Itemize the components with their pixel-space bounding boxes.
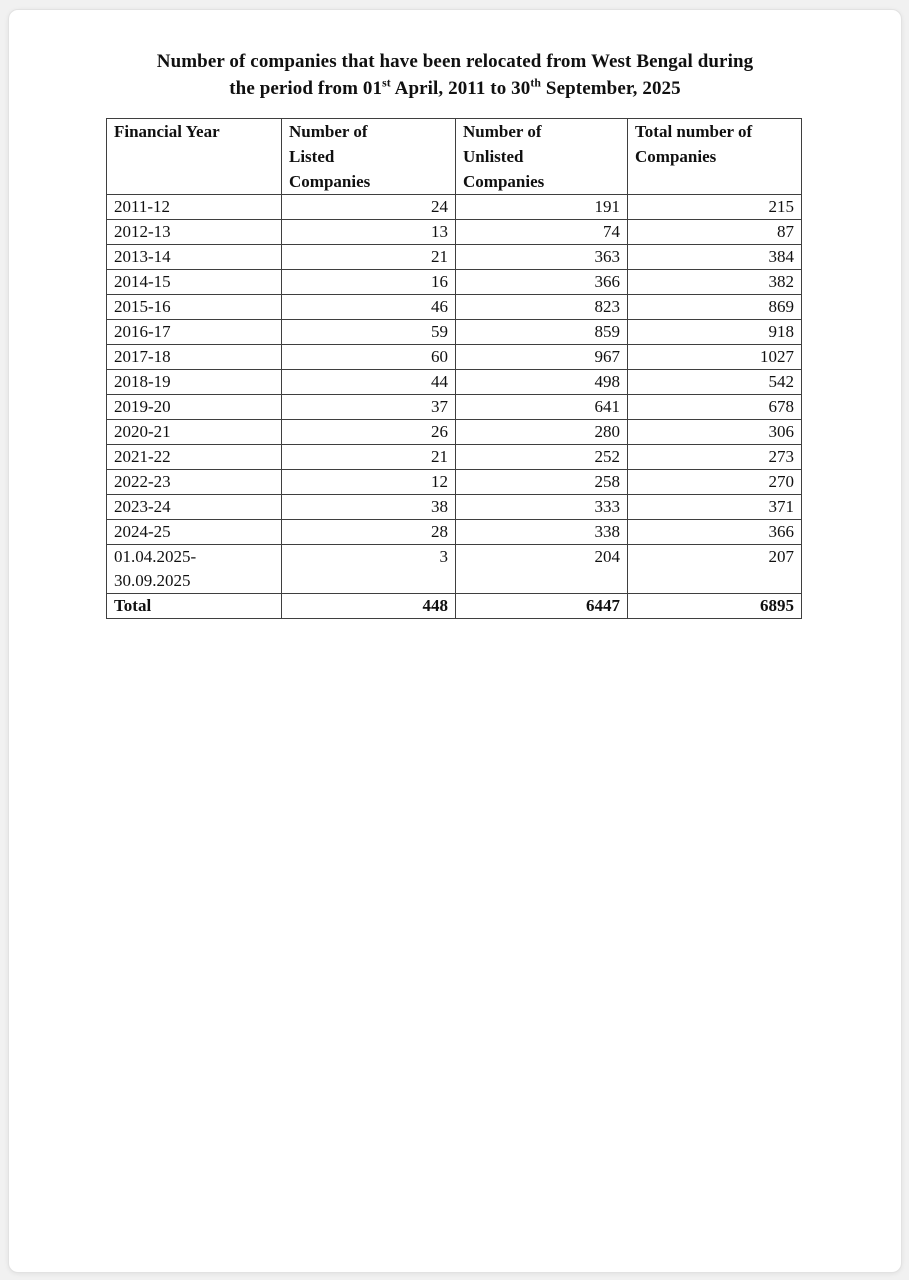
title-line-1: Number of companies that have been relocated from West Bengal during [156, 51, 754, 72]
listed-count-cell: 13 [282, 220, 456, 245]
unlisted-count-cell: 280 [456, 420, 628, 445]
listed-count-cell: 46 [282, 295, 456, 320]
cell-line: 2012-13 [114, 222, 171, 241]
cell-line: 30.09.2025 [114, 571, 191, 590]
total-count-cell: 273 [628, 445, 802, 470]
financial-year-cell [107, 320, 282, 345]
financial-year-cell [107, 295, 282, 320]
cell-line: 2014-15 [114, 272, 171, 291]
total-count-cell: 384 [628, 245, 802, 270]
table-row [107, 270, 802, 295]
listed-count-cell: 37 [282, 395, 456, 420]
total-count-cell: 869 [628, 295, 802, 320]
column-header [107, 119, 282, 195]
cell-line: Companies [635, 147, 717, 166]
total-count-cell: 371 [628, 495, 802, 520]
cell-line: 2015-16 [114, 297, 171, 316]
unlisted-count-cell: 363 [456, 245, 628, 270]
unlisted-count-cell: 258 [456, 470, 628, 495]
ordinal-superscript: th [530, 76, 542, 90]
listed-count-cell: 12 [282, 470, 456, 495]
title-line-2: the period from 01st April, 2011 to 30th September, 2025 [229, 76, 681, 99]
document-page [8, 9, 902, 1273]
cell-line: Companies [289, 172, 371, 191]
unlisted-count-cell: 641 [456, 395, 628, 420]
cell-line: Number of [463, 122, 542, 141]
total-count-cell: 207 [628, 545, 802, 594]
unlisted-count-cell: 366 [456, 270, 628, 295]
companies-table [106, 118, 802, 619]
unlisted-count-cell: 498 [456, 370, 628, 395]
cell-line: 2022-23 [114, 472, 171, 491]
table-row [107, 420, 802, 445]
total-count-cell: 382 [628, 270, 802, 295]
listed-count-cell: 24 [282, 195, 456, 220]
unlisted-count-cell: 252 [456, 445, 628, 470]
listed-count-cell: 26 [282, 420, 456, 445]
cell-line: Companies [463, 172, 545, 191]
financial-year-cell [107, 270, 282, 295]
total-count-cell: 270 [628, 470, 802, 495]
table-row [107, 295, 802, 320]
listed-count-cell: 16 [282, 270, 456, 295]
table-body [107, 195, 802, 619]
total-count-cell: 542 [628, 370, 802, 395]
total-count-cell: 918 [628, 320, 802, 345]
table-row [107, 220, 802, 245]
table-row [107, 245, 802, 270]
listed-count-cell: 3 [282, 545, 456, 594]
cell-line: Financial Year [114, 122, 220, 141]
cell-line: 2023-24 [114, 497, 171, 516]
financial-year-cell [107, 420, 282, 445]
financial-year-cell [107, 220, 282, 245]
cell-line: 2021-22 [114, 447, 171, 466]
table-row [107, 445, 802, 470]
unlisted-count-cell: 967 [456, 345, 628, 370]
financial-year-cell [107, 594, 282, 619]
listed-count-cell: 59 [282, 320, 456, 345]
document-title [9, 48, 901, 102]
cell-line: 2013-14 [114, 247, 171, 266]
table-row [107, 495, 802, 520]
cell-line: Number of [289, 122, 368, 141]
financial-year-cell [107, 395, 282, 420]
table-row [107, 370, 802, 395]
table-row [107, 395, 802, 420]
listed-count-cell: 448 [282, 594, 456, 619]
header-row [107, 119, 802, 195]
financial-year-cell [107, 370, 282, 395]
unlisted-count-cell: 823 [456, 295, 628, 320]
table-row [107, 545, 802, 594]
unlisted-count-cell: 6447 [456, 594, 628, 619]
total-count-cell: 215 [628, 195, 802, 220]
total-count-cell: 306 [628, 420, 802, 445]
total-count-cell: 1027 [628, 345, 802, 370]
unlisted-count-cell: 338 [456, 520, 628, 545]
financial-year-cell [107, 345, 282, 370]
financial-year-cell [107, 245, 282, 270]
financial-year-cell [107, 195, 282, 220]
total-count-cell: 366 [628, 520, 802, 545]
financial-year-cell [107, 495, 282, 520]
cell-line: 2017-18 [114, 347, 171, 366]
unlisted-count-cell: 74 [456, 220, 628, 245]
cell-line: 2018-19 [114, 372, 171, 391]
ordinal-superscript: st [382, 76, 391, 90]
unlisted-count-cell: 859 [456, 320, 628, 345]
listed-count-cell: 44 [282, 370, 456, 395]
total-count-cell: 87 [628, 220, 802, 245]
cell-line: 2016-17 [114, 322, 171, 341]
unlisted-count-cell: 204 [456, 545, 628, 594]
listed-count-cell: 38 [282, 495, 456, 520]
table-row [107, 345, 802, 370]
column-header [628, 119, 802, 195]
financial-year-cell [107, 545, 282, 594]
listed-count-cell: 21 [282, 245, 456, 270]
table-row [107, 520, 802, 545]
table-row [107, 320, 802, 345]
listed-count-cell: 28 [282, 520, 456, 545]
cell-line: 2024-25 [114, 522, 171, 541]
table-row [107, 195, 802, 220]
financial-year-cell [107, 470, 282, 495]
listed-count-cell: 21 [282, 445, 456, 470]
cell-line: 2019-20 [114, 397, 171, 416]
cell-line: Listed [289, 147, 335, 166]
listed-count-cell: 60 [282, 345, 456, 370]
cell-line: 2020-21 [114, 422, 171, 441]
table-row [107, 594, 802, 619]
column-header [282, 119, 456, 195]
cell-line: Total [114, 596, 152, 615]
cell-line: 01.04.2025- [114, 547, 197, 566]
financial-year-cell [107, 520, 282, 545]
total-count-cell: 6895 [628, 594, 802, 619]
unlisted-count-cell: 333 [456, 495, 628, 520]
cell-line: Total number of [635, 122, 753, 141]
table-row [107, 470, 802, 495]
table-header [107, 119, 802, 195]
total-count-cell: 678 [628, 395, 802, 420]
column-header [456, 119, 628, 195]
cell-line: Unlisted [463, 147, 524, 166]
financial-year-cell [107, 445, 282, 470]
cell-line: 2011-12 [114, 197, 171, 216]
unlisted-count-cell: 191 [456, 195, 628, 220]
